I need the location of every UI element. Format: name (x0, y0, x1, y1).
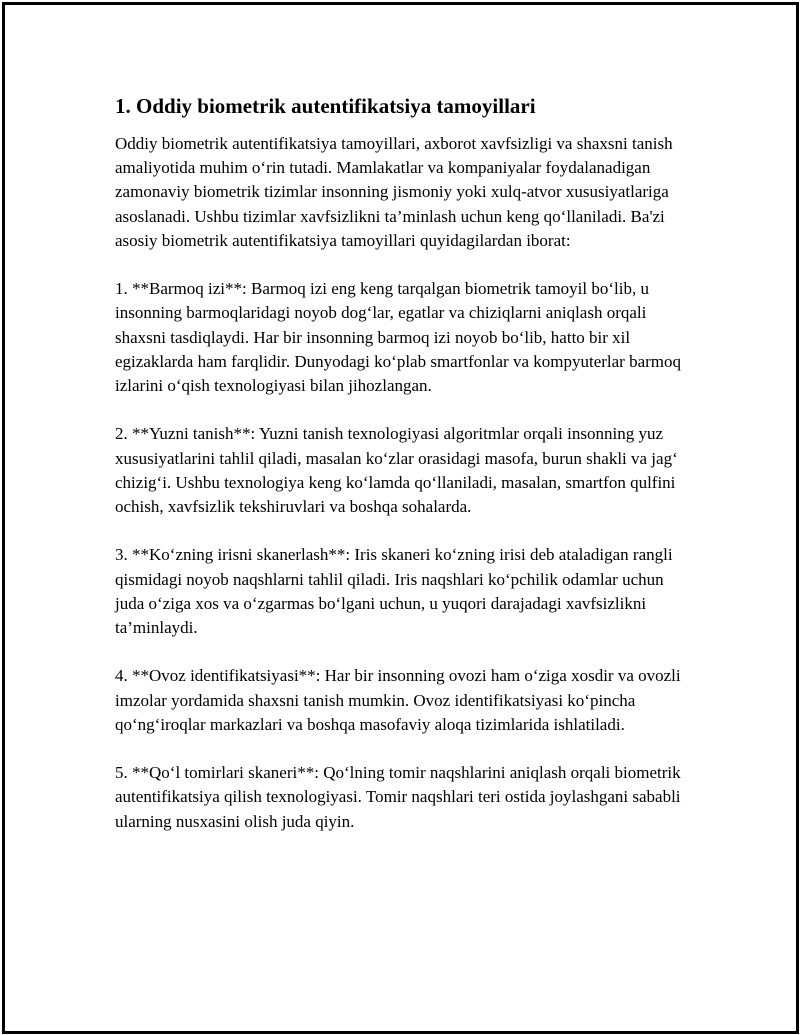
paragraph-hand-vein-scanner: 5. **Qo‘l tomirlari skaneri**: Qo‘lning tomir naqshlarini aniqlash orqali biometrik autentifikatsiya qilish texnologiyasi. Tomir naqshlari teri ostida joylashgani sababli ularning nusxasini olish juda qiyin. (115, 763, 681, 831)
paragraph-iris-scan: 3. **Ko‘zning irisni skanerlash**: Iris skaneri ko‘zning irisi deb ataladigan rangli qismidagi noyob naqshlarni tahlil qiladi. Iris naqshlari ko‘pchilik odamlar uchun juda o‘ziga xos va o‘zgarmas bo‘lgani uchun, u yuqori darajadagi xavfsizlikni ta’minlaydi. (115, 545, 673, 638)
document-title: 1. Oddiy biometrik autentifikatsiya tamoyillari (115, 94, 536, 118)
paragraph-voice-identification: 4. **Ovoz identifikatsiyasi**: Har bir insonning ovozi ham o‘ziga xosdir va ovozli imzolar yordamida shaxsni tanish mumkin. Ovoz identifikatsiyasi ko‘pincha qo‘ng‘iroqlar markazlari va boshqa masofaviy aloqa tizimlarida ishlatiladi. (115, 666, 681, 734)
paragraph-fingerprint: 1. **Barmoq izi**: Barmoq izi eng keng tarqalgan biometrik tamoyil bo‘lib, u insonning barmoqlaridagi noyob dog‘lar, egatlar va chiziqlarni aniqlash orqali shaxsni tasdiqlaydi. Har bir insonning barmoq izi noyob bo‘lib, hatto bir xil egizaklarda ham farqlidir. Dunyodagi ko‘plab smartfonlar va kompyuterlar barmoq izlarini o‘qish texnologiyasi bilan jihozlangan. (115, 279, 682, 396)
paragraph-face-recognition: 2. **Yuzni tanish**: Yuzni tanish texnologiyasi algoritmlar orqali insonning yuz xususiyatlarini tahlil qiladi, masalan ko‘zlar orasidagi masofa, burun shakli va jag‘ chizig‘i. Ushbu texnologiya keng ko‘lamda qo‘llaniladi, masalan, smartfon qulfini ochish, xavfsizlik tekshiruvlari va boshqa sohalarda. (115, 424, 678, 517)
intro-paragraph: Oddiy biometrik autentifikatsiya tamoyillari, axborot xavfsizligi va shaxsni tanish amaliyotida muhim o‘rin tutadi. Mamlakatlar va kompaniyalar foydalanadigan zamonaviy biometrik tizimlar insonning jismoniy yoki xulq-atvor xususiyatlariga asoslanadi. Ushbu tizimlar xavfsizlikni ta’minlash uchun keng qo‘llaniladi. Ba'zi asosiy biometrik autentifikatsiya tamoyillari quyidagilardan iborat: (115, 134, 673, 250)
document-body (115, 92, 695, 858)
